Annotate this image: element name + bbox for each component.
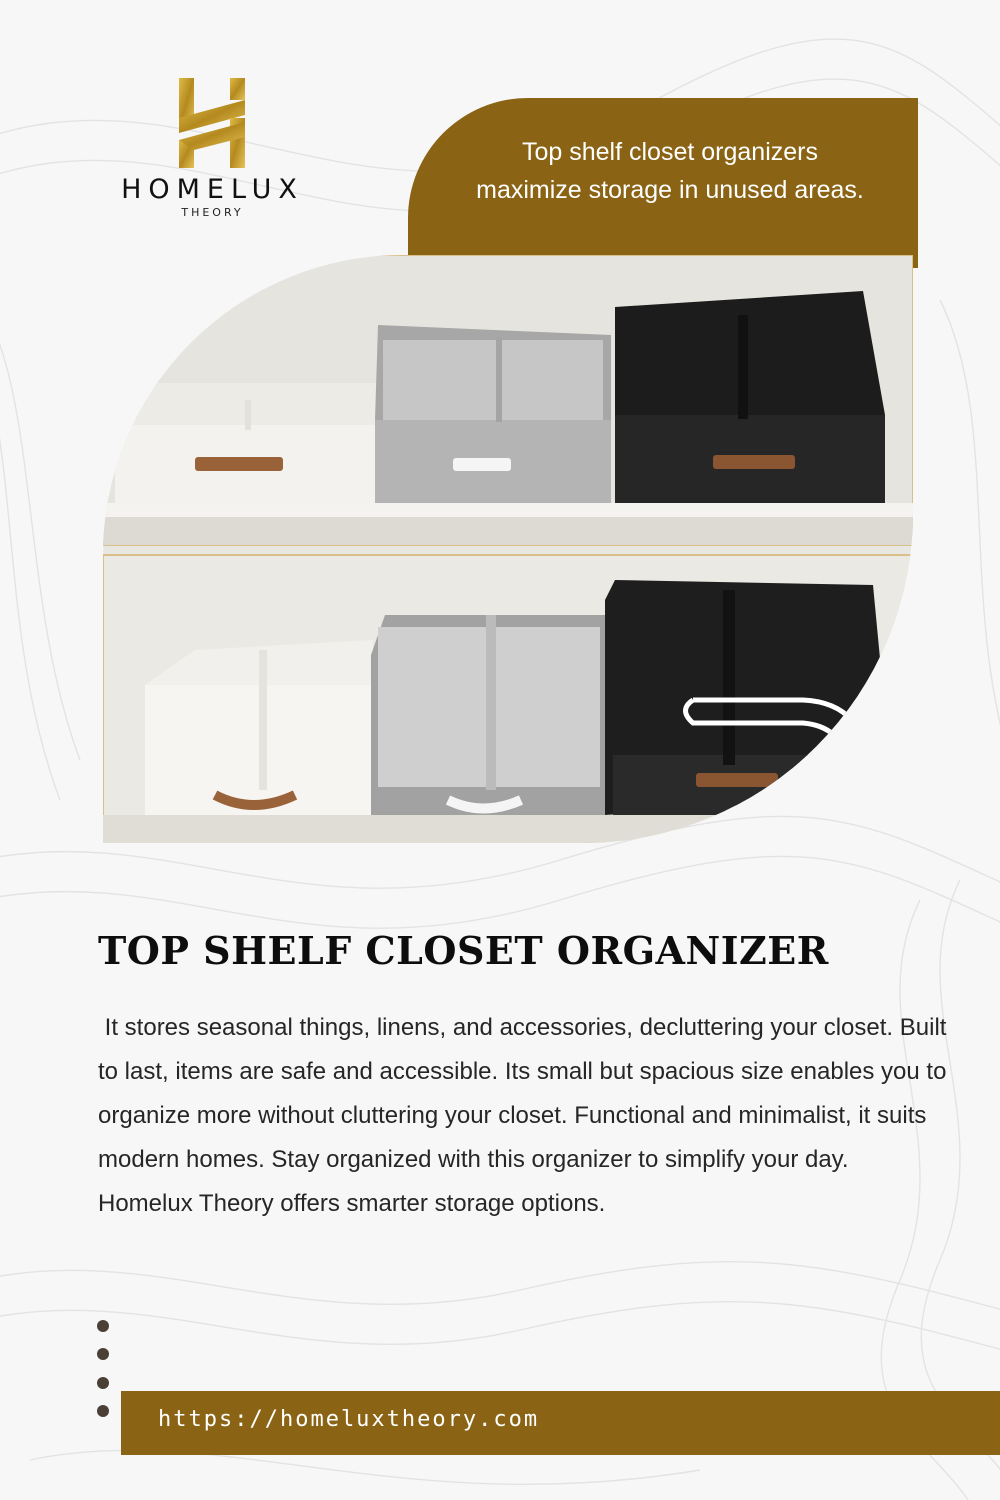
brand-subname: THEORY [181, 206, 244, 219]
dot [97, 1348, 109, 1360]
brand-name: HOMELUX [121, 174, 304, 205]
dot [97, 1320, 109, 1332]
website-link[interactable]: https://homeluxtheory.com [158, 1407, 540, 1432]
product-photo [103, 255, 913, 843]
dot [97, 1405, 109, 1417]
page-title: TOP SHELF CLOSET ORGANIZER [98, 928, 829, 973]
description-paragraph: It stores seasonal things, linens, and accessories, decluttering your closet. Built to last, items are safe and accessible. Its small but spacious size enables you to organize more without cluttering your closet. Functional and minimalist, it suits modern homes. Stay organized with this organizer to simplify your day. Homelux Theory offers smarter storage options. [98, 1014, 954, 1217]
tagline-text: Top shelf closet organizers maximize storage in unused areas. [476, 138, 864, 204]
logo-h-icon [177, 78, 247, 168]
brand-logo [95, 78, 335, 228]
dot [97, 1377, 109, 1389]
organizer-bins-illustration [103, 255, 913, 843]
